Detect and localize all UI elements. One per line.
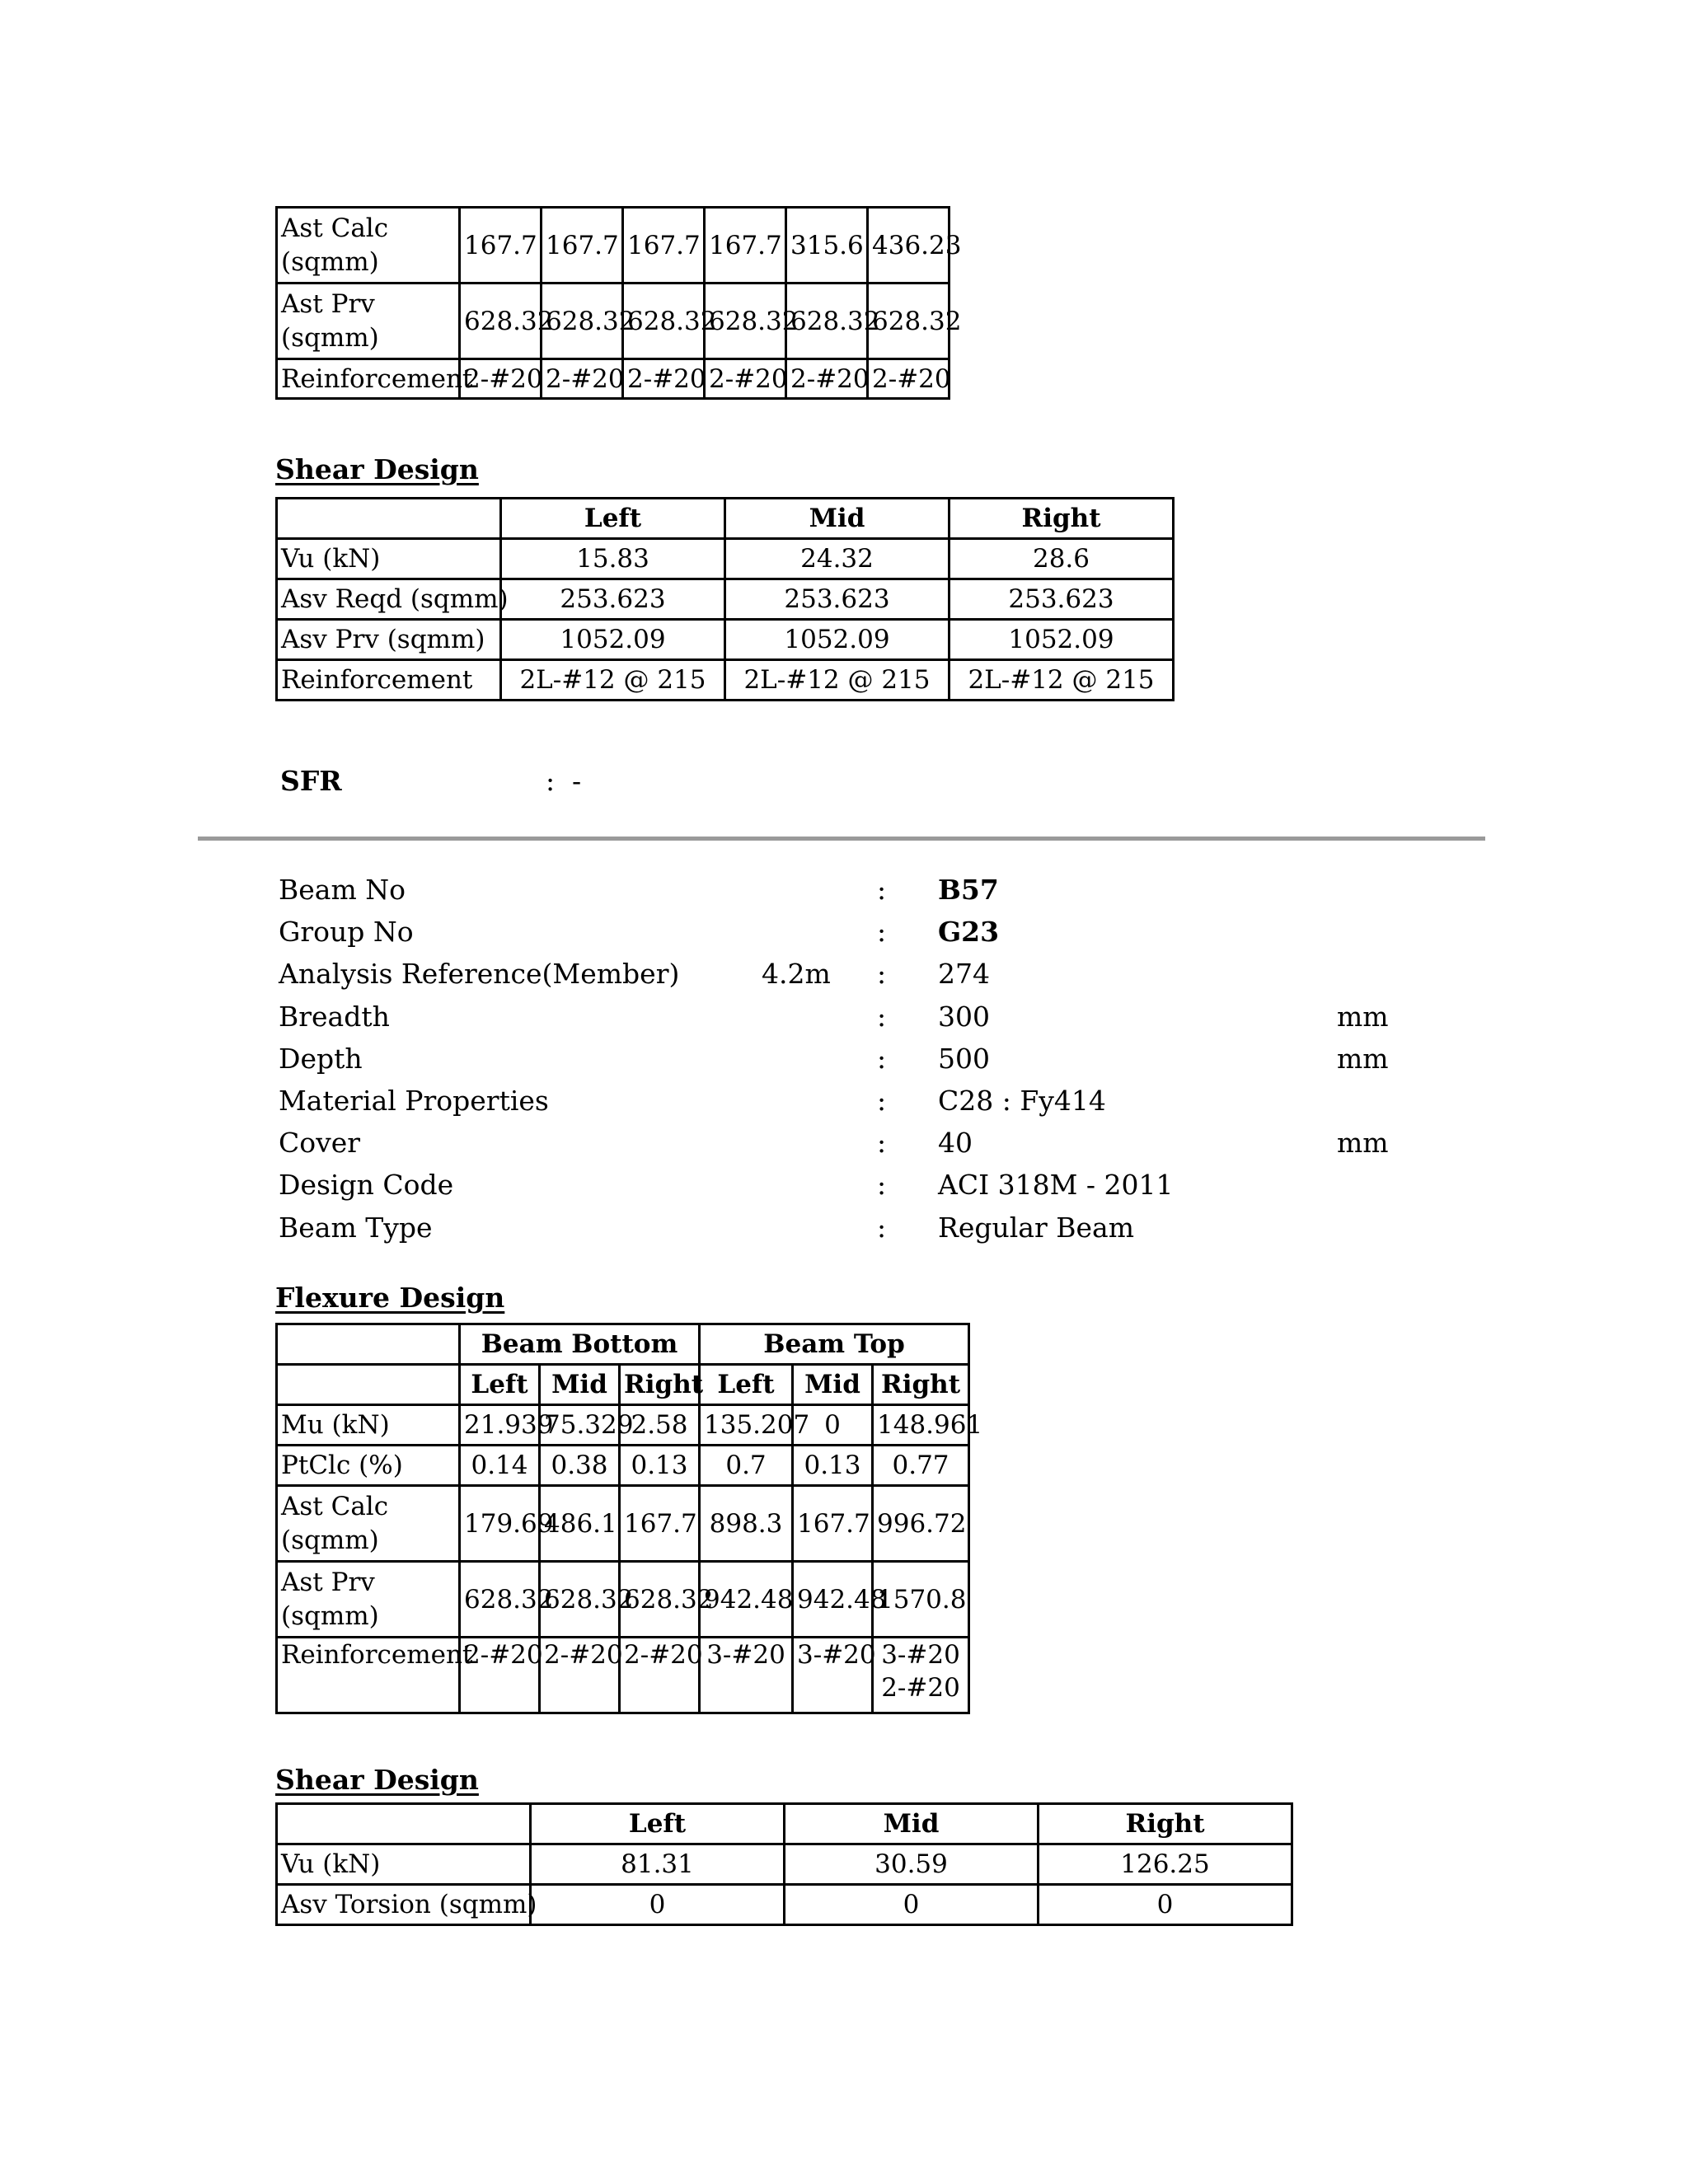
cell: 253.623 <box>950 579 1174 620</box>
table-row <box>277 539 1174 579</box>
cell: 2L-#12 @ 215 <box>950 660 1174 701</box>
cell: 2L-#12 @ 215 <box>501 660 725 701</box>
row-label: Vu (kN) <box>277 539 501 579</box>
cell: 30.59 <box>785 1844 1039 1885</box>
cell: 942.48 <box>793 1562 873 1638</box>
cell: 167.7 <box>542 208 623 284</box>
info-label: Design Code <box>279 1169 454 1201</box>
table-row <box>277 1446 969 1486</box>
header-cell: Mid <box>540 1365 620 1405</box>
top-reinforcement-table <box>275 206 962 400</box>
info-separator: : <box>877 916 887 948</box>
row-label: Ast Prv (sqmm) <box>277 284 460 359</box>
shear-design-heading: Shear Design <box>275 453 479 485</box>
flexure-design-table <box>275 1323 983 1714</box>
cell: 167.7 <box>460 208 542 284</box>
info-label: Analysis Reference(Member) <box>279 958 680 990</box>
info-label: Beam Type <box>279 1212 433 1244</box>
info-value: Regular Beam <box>938 1212 1134 1244</box>
cell: 0 <box>531 1885 785 1925</box>
row-label: Ast Prv (sqmm) <box>277 1562 460 1638</box>
cell: 126.25 <box>1039 1844 1292 1885</box>
header-cell <box>277 499 501 539</box>
cell: 0.13 <box>793 1446 873 1486</box>
info-value: B57 <box>938 874 999 906</box>
cell: 898.3 <box>700 1486 793 1562</box>
cell: 2-#20 <box>868 359 950 399</box>
cell: 436.23 <box>868 208 950 284</box>
header-cell <box>277 1324 460 1365</box>
header-cell: Right <box>1039 1804 1292 1844</box>
table-row <box>277 1885 1292 1925</box>
cell: 628.32 <box>705 284 786 359</box>
row-label: Reinforcement <box>277 359 460 399</box>
flexure-design-heading: Flexure Design <box>275 1282 505 1314</box>
cell: 628.32 <box>460 1562 540 1638</box>
info-value: ACI 318M - 2011 <box>938 1169 1174 1201</box>
cell: 167.7 <box>623 208 705 284</box>
cell: 2-#20 <box>460 1638 540 1713</box>
info-separator: : <box>877 1085 887 1117</box>
cell: 628.32 <box>540 1562 620 1638</box>
cell: 167.7 <box>793 1486 873 1562</box>
row-label: Asv Torsion (sqmm) <box>277 1885 531 1925</box>
cell: 24.32 <box>725 539 950 579</box>
table-header-row <box>277 1365 969 1405</box>
shear-design-heading-2: Shear Design <box>275 1764 479 1796</box>
cell: 167.7 <box>705 208 786 284</box>
info-extra: 4.2m <box>762 958 831 990</box>
info-unit: mm <box>1337 1001 1389 1033</box>
header-cell <box>277 1804 531 1844</box>
info-separator: : <box>877 1043 887 1075</box>
cell: 2-#20 <box>623 359 705 399</box>
table-row <box>277 1405 969 1446</box>
info-label: Beam No <box>279 874 406 906</box>
cell: 0.14 <box>460 1446 540 1486</box>
header-beam-top: Beam Top <box>700 1324 969 1365</box>
info-label: Group No <box>279 916 414 948</box>
table-header-row <box>277 499 1174 539</box>
header-cell: Mid <box>725 499 950 539</box>
table-row <box>277 1844 1292 1885</box>
info-value: 40 <box>938 1127 973 1159</box>
cell: 2L-#12 @ 215 <box>725 660 950 701</box>
table-row <box>277 1638 969 1713</box>
table-row <box>277 208 950 284</box>
info-separator: : <box>877 1001 887 1033</box>
cell: 0.7 <box>700 1446 793 1486</box>
cell: 28.6 <box>950 539 1174 579</box>
info-label: Cover <box>279 1127 361 1159</box>
info-label: Breadth <box>279 1001 390 1033</box>
cell: 942.48 <box>700 1562 793 1638</box>
info-value: C28 : Fy414 <box>938 1085 1106 1117</box>
header-cell: Mid <box>785 1804 1039 1844</box>
cell: 628.32 <box>623 284 705 359</box>
info-value: G23 <box>938 916 1000 948</box>
cell: 2-#20 <box>620 1638 700 1713</box>
table-row <box>277 1486 969 1562</box>
cell: 1570.8 <box>873 1562 969 1638</box>
shear-design-table <box>275 497 1175 701</box>
cell: 167.7 <box>620 1486 700 1562</box>
shear-design-table-2 <box>275 1802 1293 1926</box>
info-label: Material Properties <box>279 1085 549 1117</box>
cell: 0 <box>785 1885 1039 1925</box>
cell: 0 <box>1039 1885 1292 1925</box>
header-cell: Left <box>531 1804 785 1844</box>
info-unit: mm <box>1337 1127 1389 1159</box>
cell: 1052.09 <box>501 620 725 660</box>
cell: 0.38 <box>540 1446 620 1486</box>
header-cell: Right <box>873 1365 969 1405</box>
cell: 2-#20 <box>786 359 868 399</box>
info-separator: : <box>877 1212 887 1244</box>
row-label: Asv Reqd (sqmm) <box>277 579 501 620</box>
header-cell: Left <box>700 1365 793 1405</box>
cell: 179.69 <box>460 1486 540 1562</box>
header-cell <box>277 1365 460 1405</box>
header-cell: Mid <box>793 1365 873 1405</box>
sfr-separator: : <box>546 765 556 797</box>
table-header-row <box>277 1804 1292 1844</box>
cell: 2.58 <box>620 1405 700 1446</box>
cell: 628.32 <box>542 284 623 359</box>
cell: 1052.09 <box>950 620 1174 660</box>
cell: 148.961 <box>873 1405 969 1446</box>
cell: 996.72 <box>873 1486 969 1562</box>
header-beam-bottom: Beam Bottom <box>460 1324 700 1365</box>
table-header-row <box>277 1324 969 1365</box>
section-divider <box>198 837 1485 841</box>
row-label: Asv Prv (sqmm) <box>277 620 501 660</box>
cell: 3-#20 <box>700 1638 793 1713</box>
cell: 2-#20 <box>705 359 786 399</box>
cell: 0 <box>793 1405 873 1446</box>
info-value: 300 <box>938 1001 990 1033</box>
info-label: Depth <box>279 1043 363 1075</box>
cell: 0.77 <box>873 1446 969 1486</box>
row-label: Reinforcement <box>277 660 501 701</box>
cell: 0.13 <box>620 1446 700 1486</box>
info-separator: : <box>877 1127 887 1159</box>
row-label: Vu (kN) <box>277 1844 531 1885</box>
info-value: 274 <box>938 958 990 990</box>
row-label: Mu (kN) <box>277 1405 460 1446</box>
cell: 75.329 <box>540 1405 620 1446</box>
cell: 21.939 <box>460 1405 540 1446</box>
table-row <box>277 579 1174 620</box>
cell: 253.623 <box>501 579 725 620</box>
table-row <box>277 1562 969 1638</box>
table-row <box>277 620 1174 660</box>
cell: 486.1 <box>540 1486 620 1562</box>
cell: 81.31 <box>531 1844 785 1885</box>
cell: 2-#20 <box>542 359 623 399</box>
cell: 628.32 <box>786 284 868 359</box>
row-label: Reinforcement <box>277 1638 460 1713</box>
row-label: Ast Calc (sqmm) <box>277 1486 460 1562</box>
cell: 2-#20 <box>540 1638 620 1713</box>
header-cell: Left <box>501 499 725 539</box>
info-unit: mm <box>1337 1043 1389 1075</box>
cell: 628.32 <box>460 284 542 359</box>
info-separator: : <box>877 1169 887 1201</box>
info-separator: : <box>877 874 887 906</box>
row-label: Ast Calc (sqmm) <box>277 208 460 284</box>
cell: 628.32 <box>620 1562 700 1638</box>
table-row <box>277 284 950 359</box>
sfr-label: SFR <box>280 765 342 797</box>
row-label: PtClc (%) <box>277 1446 460 1486</box>
cell: 2-#20 <box>460 359 542 399</box>
header-cell: Left <box>460 1365 540 1405</box>
header-cell: Right <box>950 499 1174 539</box>
cell: 253.623 <box>725 579 950 620</box>
cell: 135.207 <box>700 1405 793 1446</box>
cell: 315.6 <box>786 208 868 284</box>
cell: 3-#20 2-#20 <box>873 1638 969 1713</box>
cell: 15.83 <box>501 539 725 579</box>
cell: 1052.09 <box>725 620 950 660</box>
cell: 3-#20 <box>793 1638 873 1713</box>
info-separator: : <box>877 958 887 990</box>
info-value: 500 <box>938 1043 990 1075</box>
header-cell: Right <box>620 1365 700 1405</box>
table-row <box>277 359 950 399</box>
table-row <box>277 660 1174 701</box>
sfr-value: - <box>572 765 582 797</box>
cell: 628.32 <box>868 284 950 359</box>
